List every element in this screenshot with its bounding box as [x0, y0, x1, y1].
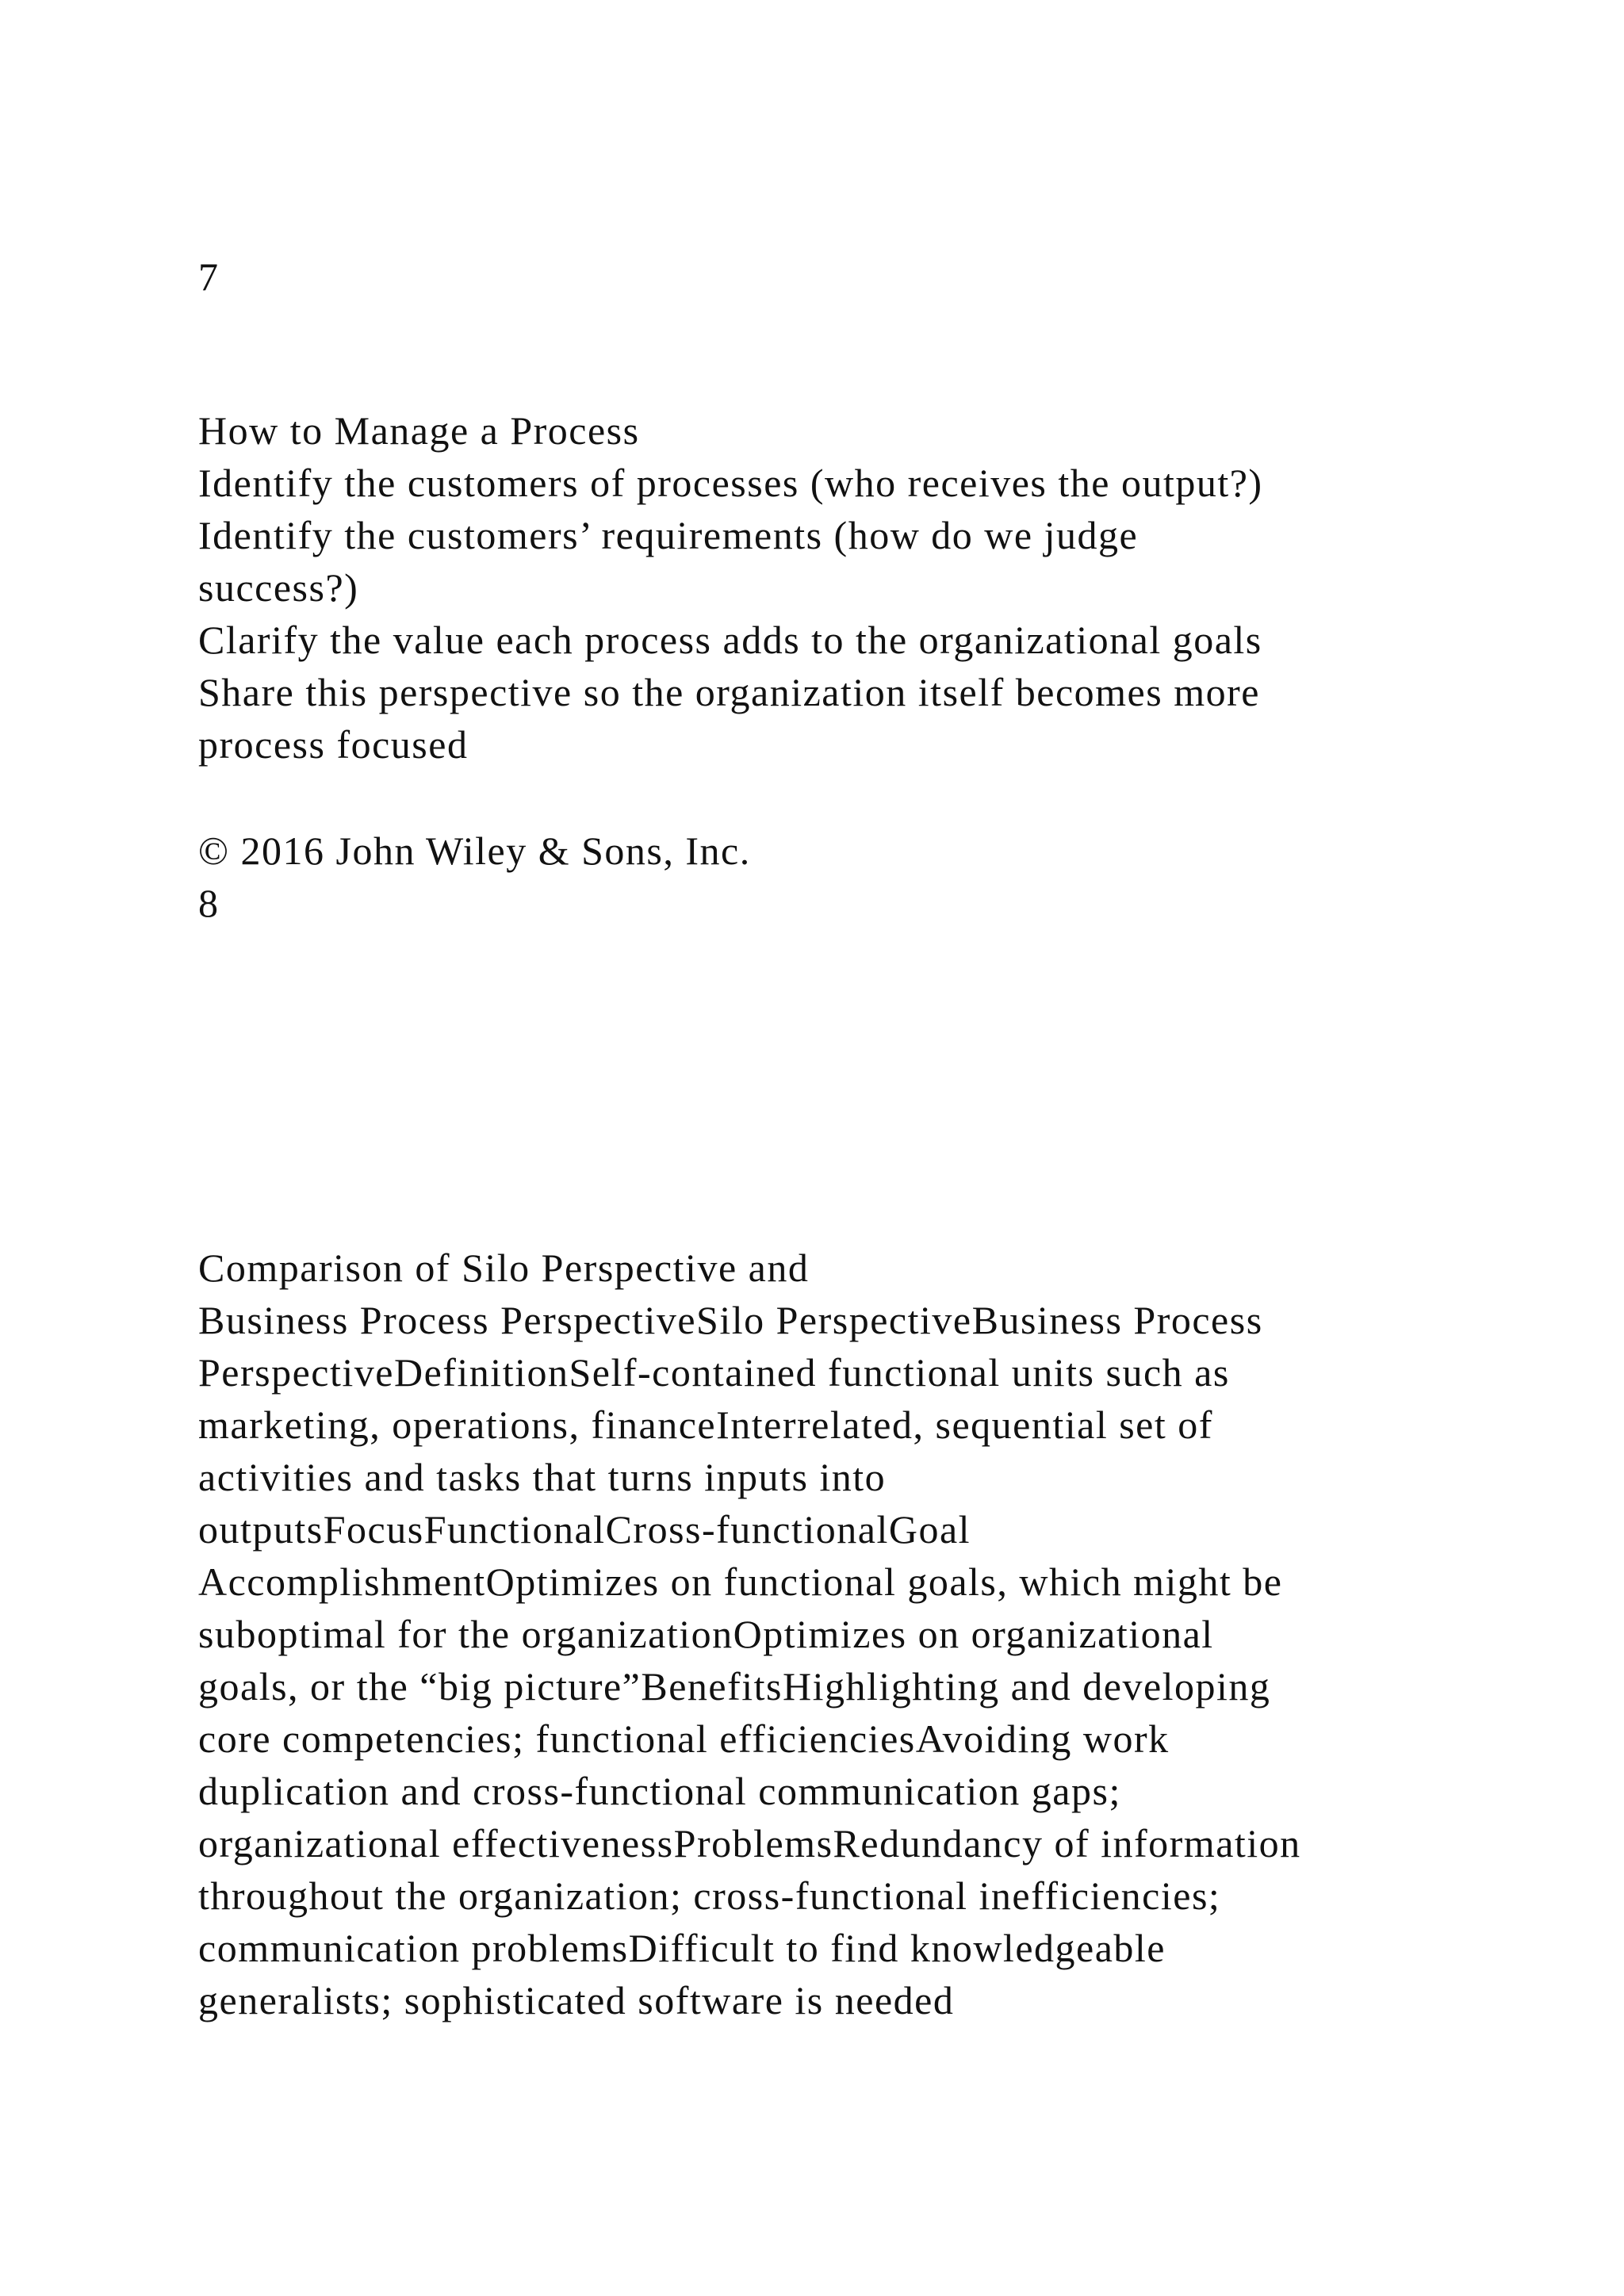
text-line: suboptimal for the organizationOptimizes on organizational — [198, 1612, 1214, 1656]
text-line: process focused — [198, 722, 469, 767]
text-line: core competencies; functional efficienciesAvoiding work — [198, 1716, 1170, 1761]
section-heading: Comparison of Silo Perspective and — [198, 1246, 810, 1290]
text-line: Identify the customers’ requirements (how do we judge — [198, 513, 1139, 557]
text-line: throughout the organization; cross-functional inefficiencies; — [198, 1873, 1221, 1918]
text-line: goals, or the “big picture”BenefitsHighlighting and developing — [198, 1664, 1271, 1709]
page-number: 7 — [198, 254, 220, 299]
page-number: 8 — [198, 881, 220, 925]
section-heading: How to Manage a Process — [198, 408, 640, 453]
text-line: AccomplishmentOptimizes on functional goals, which might be — [198, 1559, 1283, 1604]
text-line: Clarify the value each process adds to the organizational goals — [198, 618, 1262, 662]
text-line: outputsFocusFunctionalCross-functionalGoal — [198, 1507, 971, 1552]
text-line: duplication and cross-functional communication gaps; — [198, 1769, 1121, 1813]
text-line: generalists; sophisticated software is needed — [198, 1978, 955, 2022]
text-line: Share this perspective so the organization itself becomes more — [198, 670, 1260, 714]
text-line: PerspectiveDefinitionSelf-contained functional units such as — [198, 1350, 1230, 1395]
text-line: marketing, operations, financeInterrelated, sequential set of — [198, 1402, 1213, 1447]
text-line: success?) — [198, 565, 359, 610]
text-line: Identify the customers of processes (who receives the output?) — [198, 461, 1263, 505]
copyright-line: © 2016 John Wiley & Sons, Inc. — [198, 828, 751, 873]
text-line: communication problemsDifficult to find knowledgeable — [198, 1926, 1166, 1970]
text-line: activities and tasks that turns inputs into — [198, 1455, 887, 1499]
text-line: Business Process PerspectiveSilo PerspectiveBusiness Process — [198, 1298, 1263, 1342]
text-line: organizational effectivenessProblemsRedundancy of information — [198, 1821, 1301, 1866]
